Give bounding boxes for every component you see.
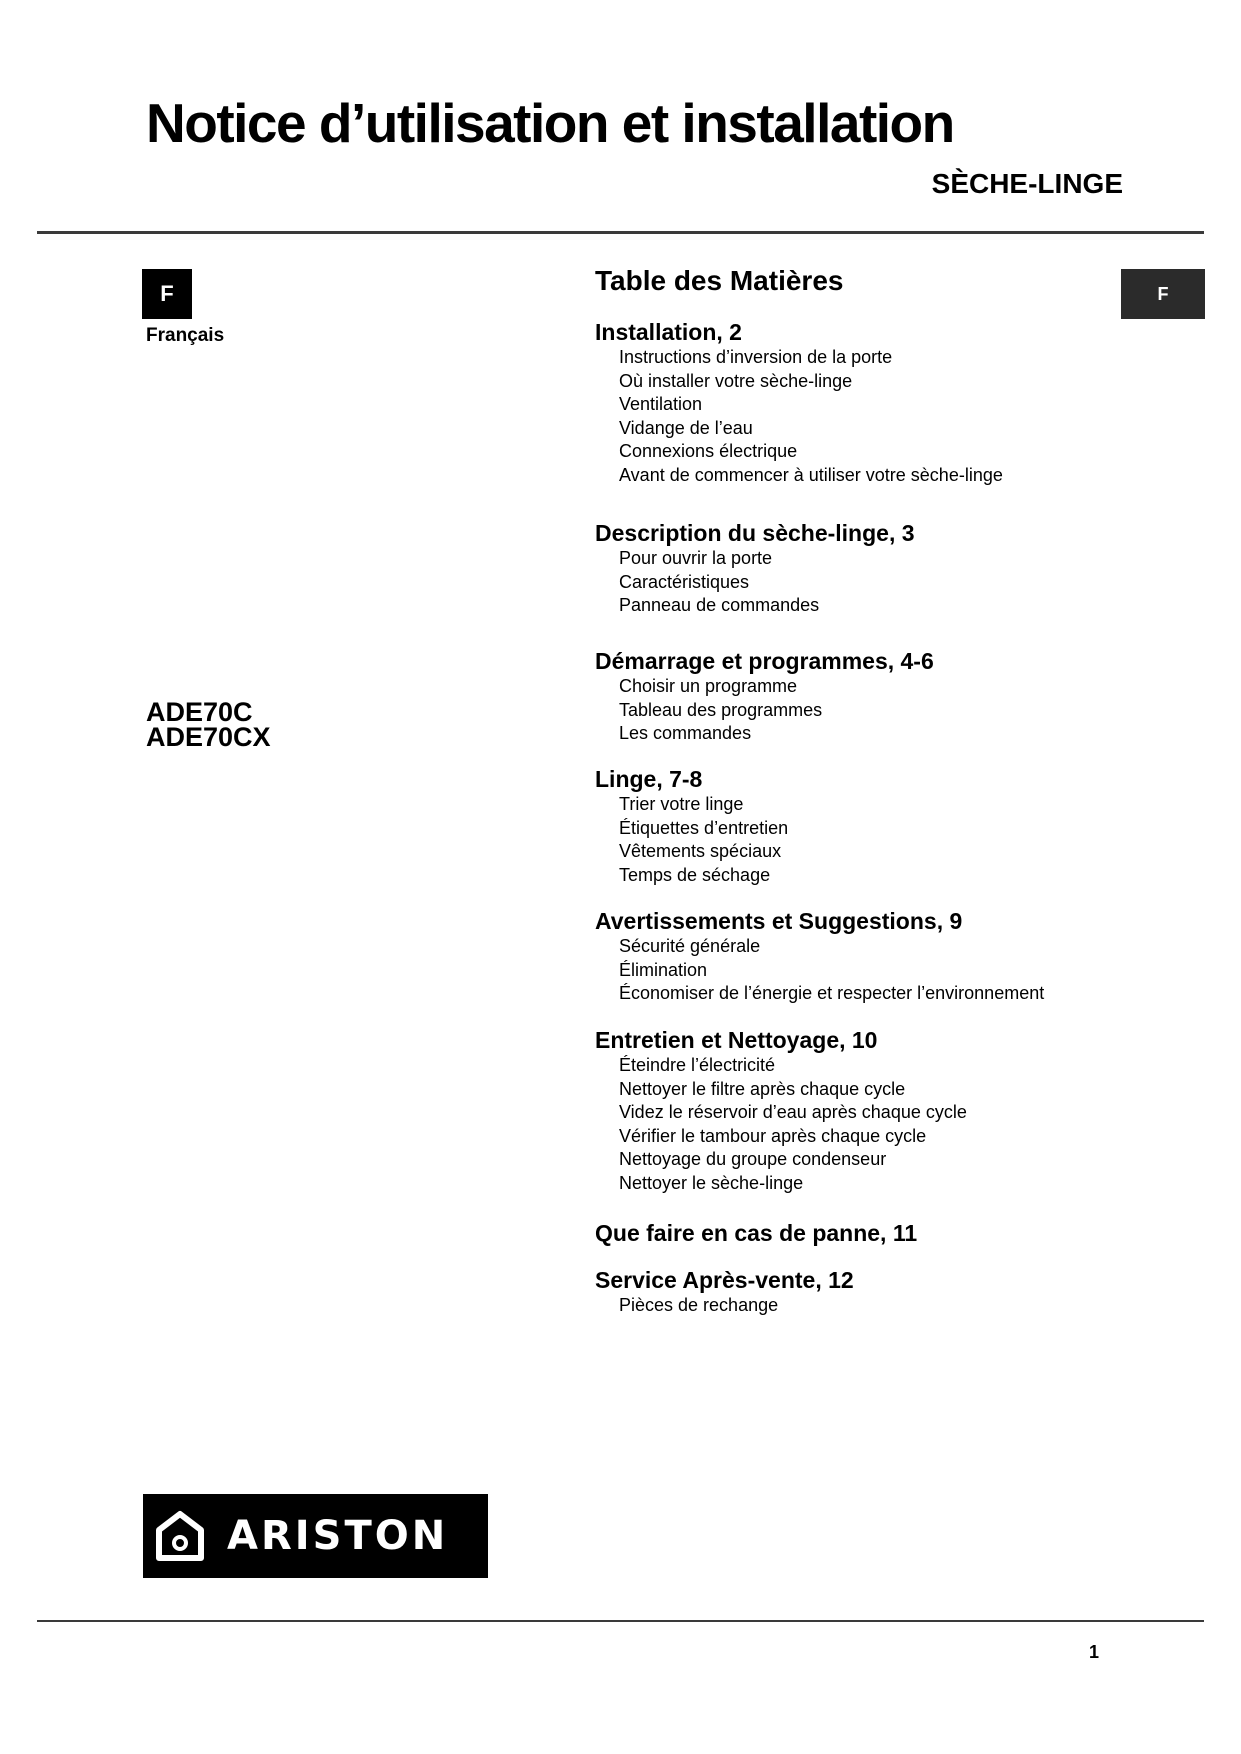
page-title: Notice d’utilisation et installation: [146, 92, 954, 154]
toc-section: [595, 318, 1003, 487]
logo-text: ARISTON: [227, 1513, 449, 1559]
toc-section-title: Installation, 2: [595, 319, 742, 345]
toc-section: [595, 1026, 967, 1195]
ariston-logo: [143, 1494, 488, 1578]
toc-item: Choisir un programme: [619, 676, 798, 696]
model-name: ADE70CX: [146, 722, 271, 752]
toc-section: [595, 647, 934, 746]
toc-section-title: Description du sèche-linge, 3: [595, 520, 915, 546]
toc-item: Videz le réservoir d’eau après chaque cycle: [619, 1102, 967, 1122]
toc-item: Tableau des programmes: [619, 699, 823, 720]
toc-section-title: Service Après-vente, 12: [595, 1267, 854, 1293]
bottom-divider: [37, 1620, 1204, 1622]
toc-item: Vêtements spéciaux: [619, 841, 782, 861]
toc-item: Étiquettes d’entretien: [619, 817, 789, 838]
page-number: 1: [1089, 1642, 1100, 1662]
product-type: SÈCHE-LINGE: [931, 168, 1123, 199]
toc-item: Vidange de l’eau: [619, 417, 753, 438]
toc-item: Économiser de l’énergie et respecter l’environnement: [619, 983, 1045, 1003]
toc-item: Nettoyer le sèche-linge: [619, 1172, 804, 1193]
toc-item: Nettoyer le filtre après chaque cycle: [619, 1078, 906, 1099]
toc-section-title: Entretien et Nettoyage, 10: [595, 1027, 878, 1053]
toc-section-title: Avertissements et Suggestions, 9: [595, 908, 963, 934]
toc-item: Vérifier le tambour après chaque cycle: [619, 1125, 927, 1146]
toc-item: Éteindre l’électricité: [619, 1055, 776, 1075]
house-icon: [155, 1510, 205, 1562]
toc-item: Élimination: [619, 959, 708, 980]
toc-section: [595, 1219, 917, 1247]
language-code-badge: F: [142, 269, 192, 319]
toc-section: [595, 519, 915, 618]
toc-item: Sécurité générale: [619, 936, 761, 956]
toc-item: Panneau de commandes: [619, 595, 820, 615]
toc-item: Où installer votre sèche-linge: [619, 370, 853, 391]
toc-item: Avant de commencer à utiliser votre sèche-linge: [619, 464, 1003, 485]
toc-item: Temps de séchage: [619, 864, 771, 885]
toc-section: [595, 1266, 854, 1318]
toc-section-title: Linge, 7-8: [595, 766, 703, 792]
model-name: ADE70C: [146, 697, 253, 727]
model-list: [146, 697, 271, 752]
toc-item: Instructions d’inversion de la porte: [619, 347, 893, 367]
toc-item: Caractéristiques: [619, 571, 750, 592]
toc-item: Trier votre linge: [619, 794, 744, 814]
language-label: Français: [146, 325, 225, 346]
toc-item: Connexions électrique: [619, 441, 798, 461]
top-divider: [37, 231, 1204, 234]
toc-title: Table des Matières: [595, 265, 844, 296]
toc-section-title: Que faire en cas de panne, 11: [595, 1220, 918, 1246]
toc-item: Pour ouvrir la porte: [619, 548, 773, 568]
toc-section: [595, 765, 788, 887]
toc-section: [595, 907, 1044, 1006]
toc-item: Les commandes: [619, 723, 752, 743]
toc-item: Ventilation: [619, 394, 703, 414]
toc-item: Nettoyage du groupe condenseur: [619, 1149, 887, 1169]
toc-section-title: Démarrage et programmes, 4-6: [595, 648, 934, 674]
toc-item: Pièces de rechange: [619, 1295, 779, 1315]
language-tab: F: [1121, 269, 1205, 319]
